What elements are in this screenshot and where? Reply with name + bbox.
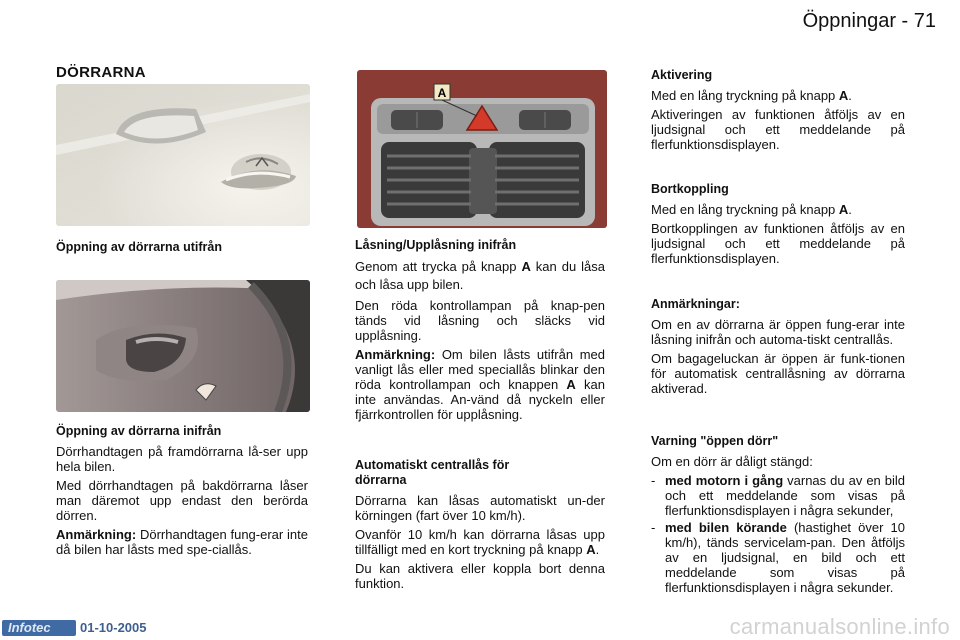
notes-p2: Om bagageluckan är öppen är funk-tionen för automatisk centrallåsning av dörrarna aktiverad. bbox=[651, 351, 905, 396]
inner-opening-heading: Öppning av dörrarna inifrån bbox=[56, 424, 222, 438]
auto-p1: Dörrarna kan låsas automatiskt un-der körningen (fart över 10 km/h). bbox=[355, 493, 605, 523]
inner-door-handle-photo bbox=[56, 280, 310, 412]
lock-unlock-heading: Låsning/Upplåsning inifrån bbox=[355, 238, 517, 252]
infotec-logo: Infotec bbox=[2, 620, 76, 636]
dashboard-button-a-photo bbox=[357, 70, 607, 228]
inner-opening-block bbox=[56, 424, 308, 561]
warning-intro: Om en dörr är dåligt stängd: bbox=[651, 454, 813, 469]
note-label: Anmärkning: bbox=[56, 527, 137, 542]
deactivation-p2: Bortkopplingen av funktionen åtföljs av en ljudsignal och ett meddelande på flerfunktionsdisplayen. bbox=[651, 221, 905, 266]
inner-opening-p2: Med dörrhandtagen på bakdörrarna låser man däremot upp endast den berörda dörren. bbox=[56, 478, 308, 523]
notes-block bbox=[651, 297, 905, 400]
activation-heading: Aktivering bbox=[651, 68, 713, 82]
warning-heading: Varning "öppen dörr" bbox=[651, 434, 779, 448]
auto-p3: Du kan aktivera eller koppla bort denna funktion. bbox=[355, 561, 605, 591]
button-a-callout: A bbox=[437, 86, 447, 100]
warning-item-driving: - med bilen körande (hastighet över 10 km/h), tänds servicelam-pan. Den åtföljs av en ljudsignal, en bild och ett meddelande som visas på flerfunktionsdisplayen i några sekunder. bbox=[651, 520, 905, 595]
warning-item-engine: - med motorn i gång varnas du av en bild och ett meddelande som visas på flerfunktionsdisplayen i några sekunder, bbox=[651, 473, 905, 518]
lock-p2: Den röda kontrollampan på knap-pen tänds vid låsning och släcks vid upplåsning. bbox=[355, 298, 605, 343]
lock-note: Anmärkning: Om bilen låsts utifrån med vanligt lås eller med speciallås blinkar den röda kontrollampan och knappen A kan inte användas. An-vänd då nyckeln eller fjärrkontrollen för upplåsning. bbox=[355, 347, 605, 422]
page-header: Öppningar - 71 bbox=[802, 10, 936, 32]
activation-block bbox=[651, 68, 905, 156]
outer-door-handle-photo bbox=[56, 84, 310, 226]
activation-p1: Med en lång tryckning på knapp A. bbox=[651, 88, 852, 103]
deactivation-block bbox=[651, 182, 905, 270]
section-title: DÖRRARNA bbox=[56, 64, 146, 81]
note-text: Dörrhandtagen fung-erar inte då bilen har låsts med spe-ciallås. bbox=[56, 527, 308, 557]
door-open-warning-block bbox=[651, 434, 905, 595]
outer-opening-block bbox=[56, 240, 308, 260]
lock-unlock-block bbox=[355, 238, 605, 347]
inner-opening-p1: Dörrhandtagen på framdörrarna lå-ser upp hela bilen. bbox=[56, 444, 308, 474]
deactivation-heading: Bortkoppling bbox=[651, 182, 729, 196]
lock-note-block bbox=[355, 347, 605, 426]
lock-p1: Genom att trycka på knapp A kan du låsa och låsa upp bilen. bbox=[355, 259, 605, 292]
watermark: carmanualsonline.info bbox=[729, 614, 950, 639]
activation-p2: Aktiveringen av funktionen åtföljs av en ljudsignal och ett meddelande på flerfunktionsdisplayen. bbox=[651, 107, 905, 152]
auto-lock-block bbox=[355, 458, 605, 595]
outer-opening-heading: Öppning av dörrarna utifrån bbox=[56, 240, 222, 254]
auto-lock-heading: Automatiskt centrallås för dörrarna bbox=[355, 458, 510, 487]
deactivation-p1: Med en lång tryckning på knapp A. bbox=[651, 202, 852, 217]
footer-date: 01-10-2005 bbox=[80, 620, 147, 635]
notes-heading: Anmärkningar: bbox=[651, 297, 740, 311]
inner-opening-note bbox=[56, 527, 308, 557]
auto-p2: Ovanför 10 km/h kan dörrarna låsas upp tillfälligt med en kort tryckning på knapp A. bbox=[355, 527, 605, 557]
notes-p1: Om en av dörrarna är öppen fung-erar inte låsning inifrån och automa-tiskt centrallås. bbox=[651, 317, 905, 347]
